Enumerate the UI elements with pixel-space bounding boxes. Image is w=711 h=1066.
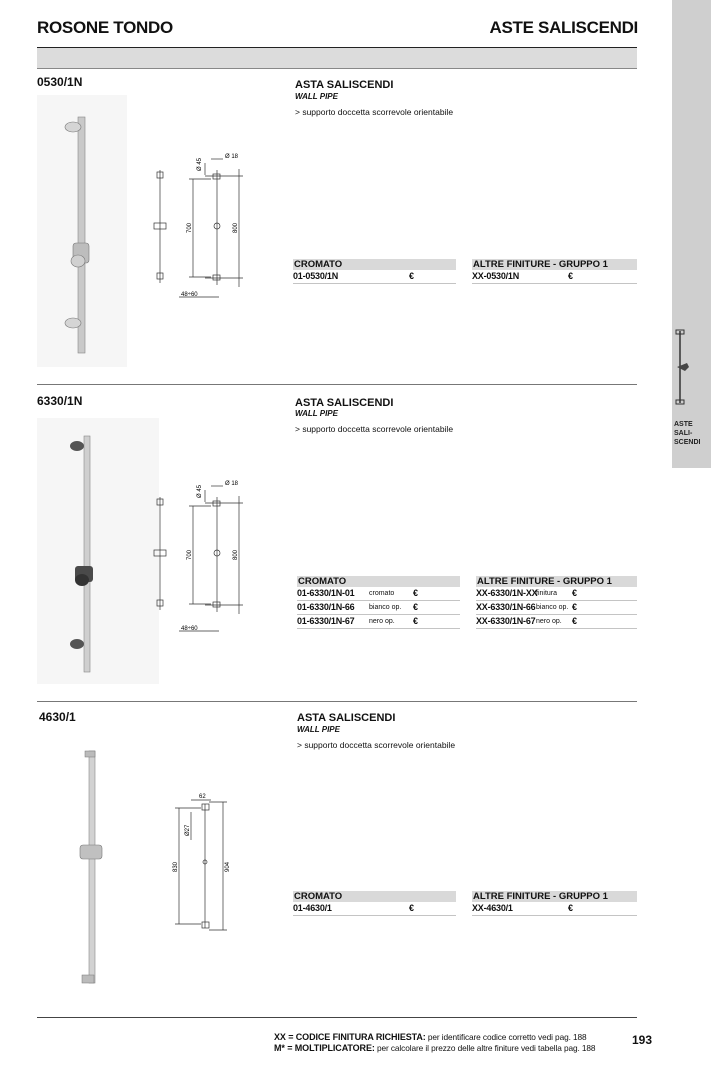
technical-drawing-2 <box>145 472 250 637</box>
article-code: XX-6330/1N-66 <box>476 602 536 612</box>
table-row <box>297 615 460 629</box>
finish-label: bianco op. <box>536 604 569 611</box>
section-divider-2 <box>37 701 637 702</box>
product-description-2: > supporto doccetta scorrevole orientabile <box>295 424 454 434</box>
footer-key-m: M* <box>274 1042 285 1053</box>
product-title-2: ASTA SALISCENDI <box>295 397 394 409</box>
dim-h2-1: 800 <box>233 222 239 233</box>
footer-key-xx: XX <box>274 1032 286 1042</box>
product-code-2: 6330/1N <box>37 394 83 408</box>
technical-drawing-1 <box>145 145 250 310</box>
table-row <box>293 270 456 284</box>
price-euro: € <box>572 588 578 598</box>
product-code-1: 0530/1N <box>37 75 83 89</box>
dim-d1-2: Ø 45 <box>197 484 203 498</box>
table-row <box>472 902 637 916</box>
product-description-3: > supporto doccetta scorrevole orientabile <box>297 740 456 750</box>
footer-label-xx: = CODICE FINITURA RICHIESTA: <box>285 1032 426 1042</box>
product-description-1: > supporto doccetta scorrevole orientabile <box>295 107 454 117</box>
article-code: 01-4630/1 <box>293 903 332 913</box>
dim-width-1: 48÷60 <box>181 292 198 298</box>
dim-d1-3: Ø27 <box>185 824 191 836</box>
article-code: XX-0530/1N <box>472 271 520 281</box>
dim-h2-2: 800 <box>233 549 239 560</box>
price-euro: € <box>409 271 415 281</box>
price-euro: € <box>572 602 578 612</box>
product-title-1: ASTA SALISCENDI <box>295 79 394 91</box>
price-table-cromato-3 <box>293 891 456 916</box>
article-code: XX-4630/1 <box>472 903 513 913</box>
table-header: CROMATO <box>297 576 460 587</box>
product-photo-1 <box>37 95 127 367</box>
price-table-altre-2 <box>476 576 637 629</box>
dim-d2-3: 62 <box>199 794 206 800</box>
price-euro: € <box>572 616 578 626</box>
table-header: ALTRE FINITURE - GRUPPO 1 <box>472 891 637 902</box>
dim-d1-1: Ø 45 <box>197 157 203 171</box>
table-row <box>472 270 637 284</box>
product-subtitle-1: WALL PIPE <box>295 92 338 101</box>
price-table-cromato-2 <box>297 576 460 629</box>
table-row <box>293 902 456 916</box>
article-code: 01-6330/1N-01 <box>297 588 355 598</box>
dim-d2-1: Ø 18 <box>225 154 239 160</box>
price-euro: € <box>413 616 419 626</box>
finish-label: bianco op. <box>369 604 402 611</box>
table-row <box>297 601 460 615</box>
price-euro: € <box>568 903 574 913</box>
dim-width-2: 48÷60 <box>181 626 198 632</box>
finish-label: nero op. <box>369 618 395 625</box>
dim-h1-3: 830 <box>173 861 179 872</box>
dim-d2-2: Ø 18 <box>225 481 239 487</box>
product-code-3: 4630/1 <box>39 710 76 724</box>
price-table-cromato-1 <box>293 259 456 284</box>
finish-label: finitura <box>536 590 558 597</box>
dim-h1-1: 700 <box>187 222 193 233</box>
article-code: 01-6330/1N-66 <box>297 602 355 612</box>
page-number: 193 <box>632 1033 653 1047</box>
table-row <box>297 587 460 601</box>
article-code: 01-0530/1N <box>293 271 339 281</box>
finish-label: cromato <box>369 590 395 597</box>
page-title-left: ROSONE TONDO <box>37 18 173 37</box>
finish-label: nero op. <box>536 618 562 625</box>
footer-note-m <box>274 1043 595 1054</box>
table-header: ALTRE FINITURE - GRUPPO 1 <box>476 576 637 587</box>
dim-h2-3: 904 <box>225 861 231 872</box>
table-header: CROMATO <box>293 891 456 902</box>
product-subtitle-3: WALL PIPE <box>297 725 340 734</box>
article-code: 01-6330/1N-67 <box>297 616 355 626</box>
article-code: XX-6330/1N-XX <box>476 588 538 598</box>
footer-label-m: = MOLTIPLICATORE: <box>284 1042 375 1053</box>
price-euro: € <box>413 602 419 612</box>
page-title-right: ASTE SALISCENDI <box>489 18 638 37</box>
product-photo-3 <box>62 745 122 990</box>
footer-divider <box>37 1017 637 1018</box>
technical-drawing-3 <box>165 790 245 935</box>
footer-text-xx: per identificare codice corretto vedi pag. 188 <box>425 1032 587 1042</box>
dim-h1-2: 700 <box>187 549 193 560</box>
price-table-altre-1 <box>472 259 637 284</box>
price-euro: € <box>409 903 415 913</box>
product-photo-2 <box>37 418 159 684</box>
table-row <box>476 587 637 601</box>
price-euro: € <box>568 271 574 281</box>
shower-rail-icon <box>672 327 692 407</box>
footer-note-xx <box>274 1032 595 1043</box>
price-euro: € <box>413 588 419 598</box>
article-code: XX-6330/1N-67 <box>476 616 536 626</box>
header-band <box>37 48 637 69</box>
price-table-altre-3 <box>472 891 637 916</box>
table-header: ALTRE FINITURE - GRUPPO 1 <box>472 259 637 270</box>
table-row <box>476 601 637 615</box>
table-row <box>476 615 637 629</box>
footer-notes <box>274 1032 595 1053</box>
table-header: CROMATO <box>293 259 456 270</box>
product-subtitle-2: WALL PIPE <box>295 409 338 418</box>
side-tab-label: ASTE SALI- SCENDI <box>674 421 701 446</box>
section-divider-1 <box>37 384 637 385</box>
product-title-3: ASTA SALISCENDI <box>297 712 396 724</box>
footer-text-m: per calcolare il prezzo delle altre finiture vedi tabella pag. 188 <box>374 1042 596 1053</box>
